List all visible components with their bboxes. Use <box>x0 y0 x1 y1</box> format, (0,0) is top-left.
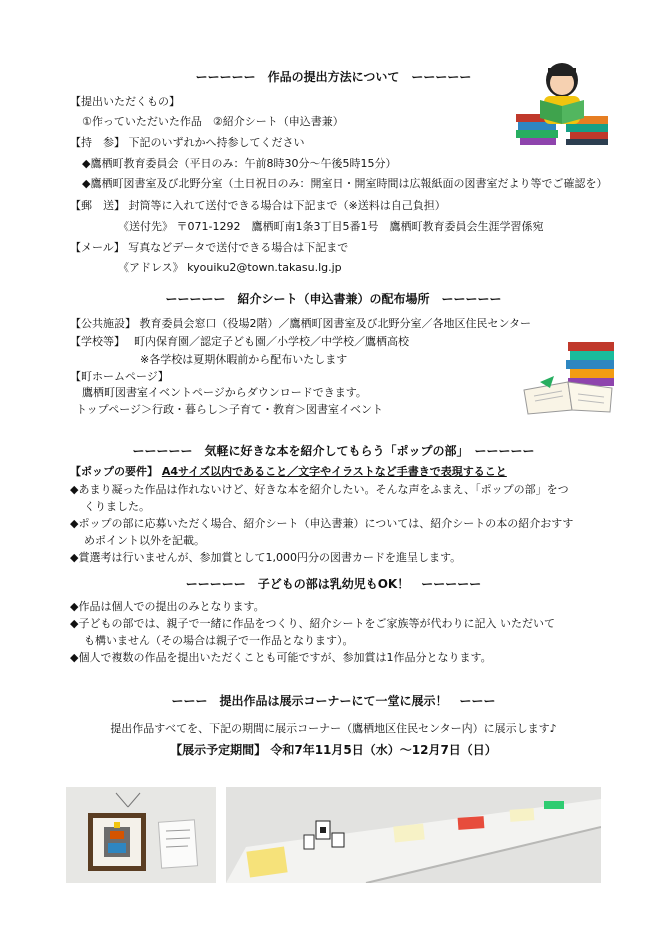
exhibition-period: 【展示予定期間】 令和7年11月5日（水）～12月7日（日） <box>170 743 497 757</box>
heading-distribution-places: ーーーーー 紹介シート（申込書兼）の配布場所 ーーーーー <box>165 292 502 306</box>
pop-requirements-text: A4サイズ以内であること／文字やイラストなど手書きで表現すること <box>161 465 507 478</box>
pop-note-3: ◆賞選考は行いませんが、参加賞として1,000円分の図書カードを進呈します。 <box>70 551 462 564</box>
email-address: 《アドレス》 kyouiku2@town.takasu.lg.jp <box>118 261 342 274</box>
pop-note-2-cont: めポイント以外を記載。 <box>84 534 205 547</box>
schools-note: ※各学校は夏期休暇前から配布いたします <box>140 353 348 366</box>
exhibit-wall-photo <box>66 787 216 883</box>
children-note-2: ◆子どもの部では、親子で一緒に作品をつくり、紹介シートをご家族等が代わりに記入 いただいて <box>70 617 555 630</box>
what-to-submit-items: ①作っていただいた作品 ②紹介シート（申込書兼） <box>82 115 344 128</box>
girl-reading-books-icon <box>514 56 610 146</box>
pop-requirements-label: 【ポップの要件】 <box>70 465 158 478</box>
email-line: 【メール】 写真などデータで送付できる場合は下記まで <box>70 241 349 254</box>
open-book-stack-icon <box>520 338 620 416</box>
bring-in-board-of-education: ◆鷹栖町教育委員会（平日のみ：午前8時30分～午後5時15分） <box>82 157 397 170</box>
what-to-submit-label: 【提出いただくもの】 <box>70 95 180 108</box>
mail-line: 【郵 送】 封筒等に入れて送付できる場合は下記まで（※送料は自己負担） <box>70 199 446 212</box>
pop-requirements <box>70 465 507 479</box>
heading-exhibition: ーーー 提出作品は展示コーナーにて一堂に展示！ ーーー <box>171 694 496 708</box>
children-note-3: ◆個人で複数の作品を提出いただくことも可能ですが、参加賞は1作品分となります。 <box>70 651 492 664</box>
bring-in-line: 【持 参】 下記のいずれかへ持参してください <box>70 136 305 149</box>
public-facilities-line: 【公共施設】 教育委員会窓口（役場2階）／鷹栖町図書室及び北野分室／各地区住民センター <box>70 317 532 330</box>
pop-note-2: ◆ポップの部に応募いただく場合、紹介シート（申込書兼）については、紹介シートの本の紹介おすす <box>70 517 574 530</box>
town-homepage-label: 【町ホームページ】 <box>70 370 169 383</box>
children-note-1: ◆作品は個人での提出のみとなります。 <box>70 600 265 613</box>
children-note-2-cont: も構いません（その場合は親子で一作品となります）。 <box>84 634 354 647</box>
exhibition-description: 提出作品すべてを、下記の期間に展示コーナー（鷹栖地区住民センター内）に展示します♪ <box>110 722 557 735</box>
exhibit-table-photo <box>226 787 601 883</box>
homepage-breadcrumb: トップページ＞行政・暮らし＞子育て・教育＞図書室イベント <box>76 403 384 416</box>
pop-note-1-cont: くりました。 <box>84 500 150 513</box>
pop-note-1: ◆あまり凝った作品は作れないけど、好きな本を紹介したい。そんな声をふまえ、「ポップの部」をつ <box>70 483 569 496</box>
bring-in-library: ◆鷹栖町図書室及び北野分室（土日祝日のみ：開室日・開室時間は広報紙面の図書室だより等でご確認を） <box>82 177 608 190</box>
schools-line: 【学校等】 町内保育園／認定子ども園／小学校／中学校／鷹栖高校 <box>70 335 409 348</box>
heading-pop-division: ーーーーー 気軽に好きな本を紹介してもらう「ポップの部」 ーーーーー <box>132 444 535 458</box>
homepage-download-text: 鷹栖町図書室イベントページからダウンロードできます。 <box>82 386 367 399</box>
heading-children-division: ーーーーー 子どもの部は乳幼児もOK！ ーーーーー <box>185 577 482 591</box>
mail-address: 《送付先》 〒071-1292 鷹栖町南1条3丁目5番1号 鷹栖町教育委員会生涯学習係宛 <box>118 220 544 233</box>
heading-submission-method: ーーーーー 作品の提出方法について ーーーーー <box>195 70 472 84</box>
